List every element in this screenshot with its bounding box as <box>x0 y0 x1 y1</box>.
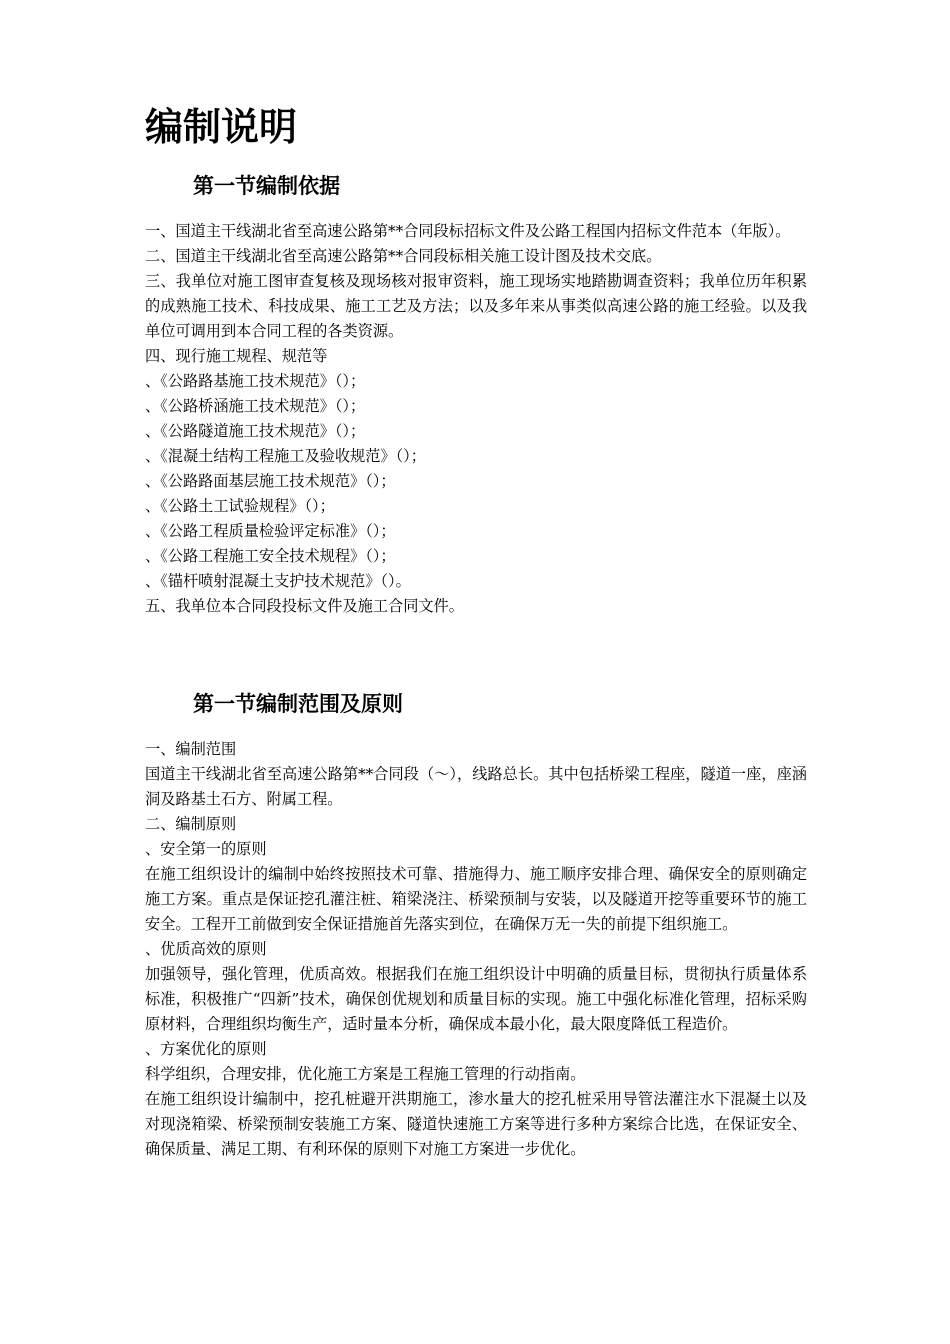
section-body-scope-principles <box>145 737 807 1162</box>
basis-item-1: 一、国道主干线湖北省至高速公路第**合同段标招标文件及公路工程国内招标文件范本（年版）。 <box>145 222 791 240</box>
section-heading-scope-principles: 第一节编制范围及原则 <box>193 692 403 716</box>
quality-principle-text: 加强领导，强化管理，优质高效。根据我们在施工组织设计中明确的质量目标，贯彻执行质量体系标准，积极推广“四新”技术，确保创优规划和质量目标的实现。施工中强化标准化管理，招标采购原材料，合理组织均衡生产，适时量本分析，确保成本最小化，最大限度降低工程造价。 <box>145 965 807 1033</box>
standard-item: 、《公路工程施工安全技术规程》（）； <box>145 547 396 565</box>
standard-item: 、《锚杆喷射混凝土支护技术规范》（）。 <box>145 572 411 590</box>
optimize-principle-label: 、方案优化的原则 <box>145 1040 267 1058</box>
safety-principle-label: 、安全第一的原则 <box>145 840 267 858</box>
basis-item-3: 三、我单位对施工图审查复核及现场核对报审资料，施工现场实地踏勘调查资料；我单位历年积累的成熟施工技术、科技成果、施工工艺及方法；以及多年来从事类似高速公路的施工经验。以及我单位可调用到本合同工程的各类资源。 <box>145 272 807 340</box>
standard-item: 、《公路土工试验规程》（）； <box>145 497 335 515</box>
basis-item-2: 二、国道主干线湖北省至高速公路第**合同段标相关施工设计图及技术交底。 <box>145 247 662 265</box>
standard-item: 、《公路路基施工技术规范》（）； <box>145 372 366 390</box>
optimize-principle-text-2: 在施工组织设计编制中，挖孔桩避开洪期施工，渗水量大的挖孔桩采用导管法灌注水下混凝土以及对现浇箱梁、桥梁预制安装施工方案、隧道快速施工方案等进行多种方案综合比选，在保证安全、确保质量、满足工期、有利环保的原则下对施工方案进一步优化。 <box>145 1090 807 1158</box>
basis-item-5: 五、我单位本合同段投标文件及施工合同文件。 <box>145 597 464 615</box>
optimize-principle-text-1: 科学组织，合理安排，优化施工方案是工程施工管理的行动指南。 <box>145 1065 586 1083</box>
standard-item: 、《公路隧道施工技术规范》（）； <box>145 422 366 440</box>
standard-item: 、《公路工程质量检验评定标准》（）； <box>145 522 396 540</box>
principles-label: 二、编制原则 <box>145 815 237 833</box>
quality-principle-label: 、优质高效的原则 <box>145 940 267 958</box>
standard-item: 、《公路路面基层施工技术规范》（）； <box>145 472 396 490</box>
safety-principle-text: 在施工组织设计的编制中始终按照技术可靠、措施得力、施工顺序安排合理、确保安全的原则确定施工方案。重点是保证挖孔灌注桩、箱梁浇注、桥梁预制与安装，以及隧道开挖等重要环节的施工安全。工程开工前做到安全保证措施首先落实到位，在确保万无一失的前提下组织施工。 <box>145 865 807 933</box>
document-title: 编制说明 <box>145 105 298 149</box>
scope-label: 一、编制范围 <box>145 740 237 758</box>
basis-item-4: 四、现行施工规程、规范等 <box>145 347 328 365</box>
standard-item: 、《混凝土结构工程施工及验收规范》（）； <box>145 447 426 465</box>
section-body-basis <box>145 219 807 619</box>
standard-item: 、《公路桥涵施工技术规范》（）； <box>145 397 366 415</box>
section-heading-basis: 第一节编制依据 <box>193 174 340 198</box>
scope-text: 国道主干线湖北省至高速公路第**合同段（～），线路总长。其中包括桥梁工程座，隧道一座，座涵洞及路基土石方、附属工程。 <box>145 765 807 808</box>
